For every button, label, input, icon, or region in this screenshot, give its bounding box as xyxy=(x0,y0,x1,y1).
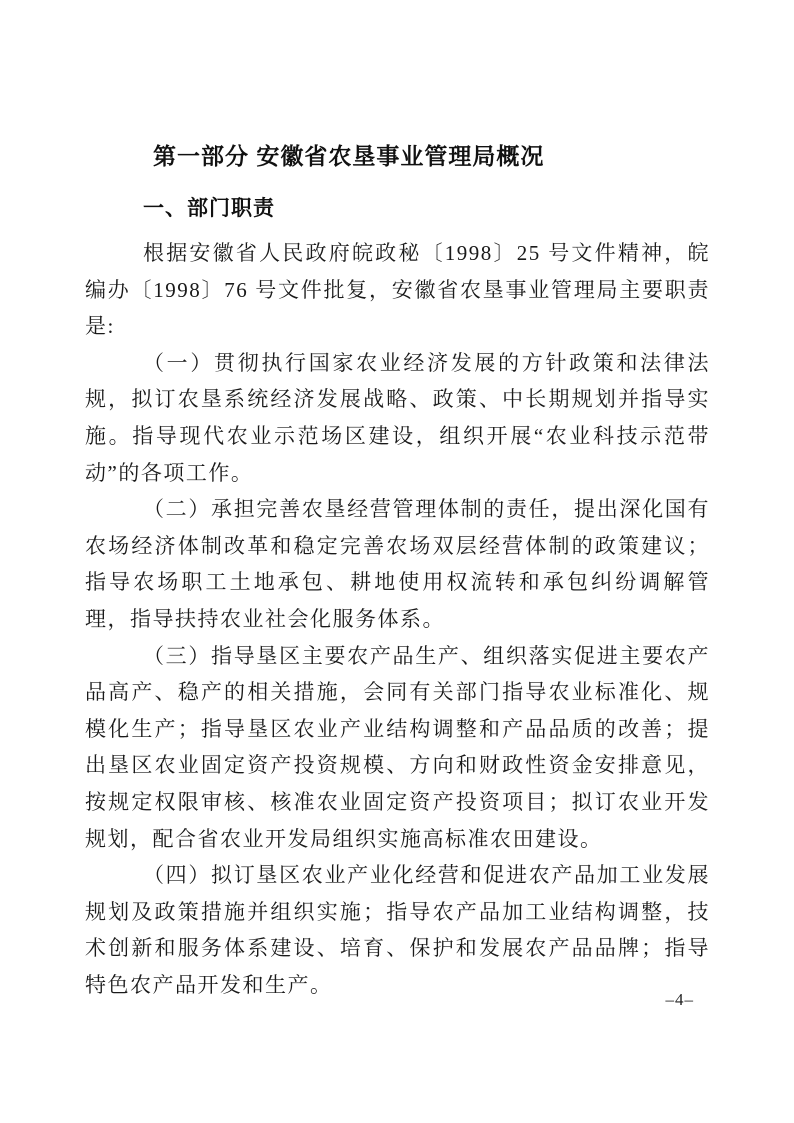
paragraph-intro: 根据安徽省人民政府皖政秘〔1998〕25 号文件精神，皖编办〔1998〕76 号文件批复，安徽省农垦事业管理局主要职责是: xyxy=(85,241,710,339)
paragraph-duty-2: （二）承担完善农垦经营管理体制的责任，提出深化国有农场经济体制改革和稳定完善农场双层经营体制的政策建议；指导农场职工土地承包、耕地使用权流转和承包纠纷调解管理，指导扶持农业社会化服务体系。 xyxy=(85,497,710,631)
paragraph-duty-3: （三）指导垦区主要农产品生产、组织落实促进主要农产品高产、稳产的相关措施，会同有关部门指导农业标准化、规模化生产；指导垦区农业产业结构调整和产品品质的改善；提出垦区农业固定资产投资规模、方向和财政性资金安排意见，按规定权限审核、核准农业固定资产投资项目；拟订农业开发规划，配合省农业开发局组织实施高标准农田建设。 xyxy=(85,643,710,851)
section-heading: 一、部门职责 xyxy=(143,197,275,220)
paragraph-duty-1: （一）贯彻执行国家农业经济发展的方针政策和法律法规，拟订农垦系统经济发展战略、政策、中长期规划并指导实施。指导现代农业示范场区建设，组织开展“农业科技示范带动”的各项工作。 xyxy=(85,350,710,485)
document-title: 第一部分 安徽省农垦事业管理局概况 xyxy=(153,143,545,169)
document-content xyxy=(85,143,710,1003)
page-number: –4– xyxy=(665,990,694,1009)
paragraph-duty-4: （四）拟订垦区农业产业化经营和促进农产品加工业发展规划及政策措施并组织实施；指导农产品加工业结构调整，技术创新和服务体系建设、培育、保护和发展农产品品牌；指导特色农产品开发和生产。 xyxy=(85,863,710,997)
